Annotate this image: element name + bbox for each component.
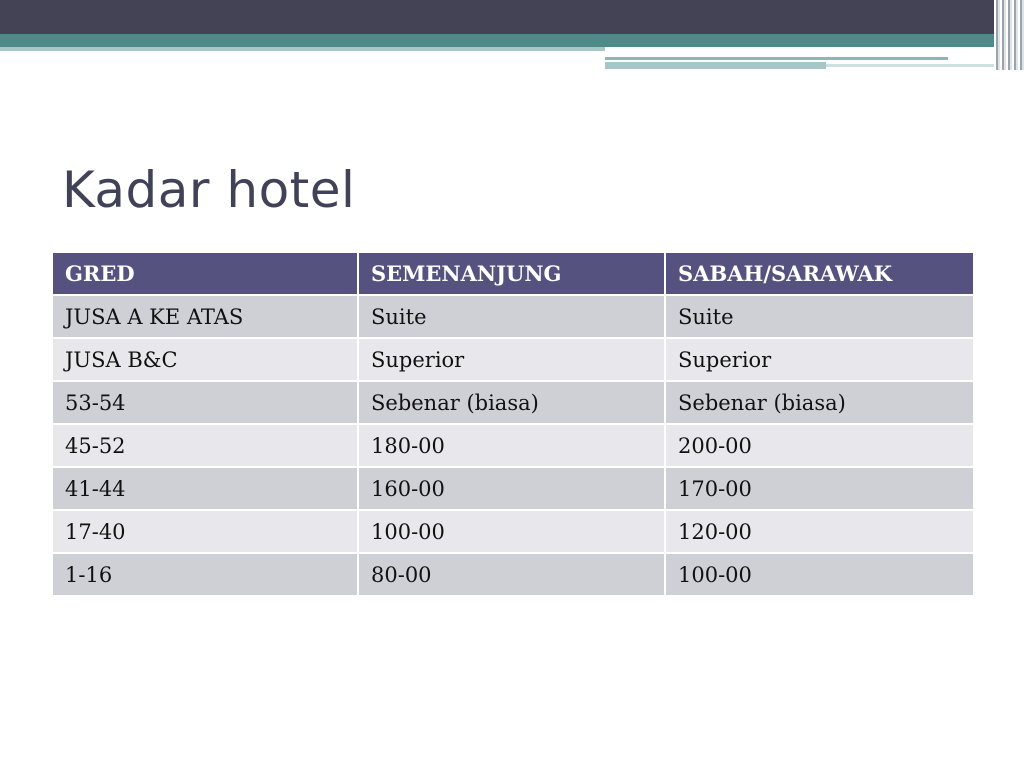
- cell-sabah-sarawak: 100-00: [665, 553, 974, 596]
- cell-semenanjung: 160-00: [358, 467, 665, 510]
- cell-gred: JUSA A KE ATAS: [52, 295, 358, 338]
- header-band-teal-light: [0, 47, 605, 51]
- cell-sabah-sarawak: 200-00: [665, 424, 974, 467]
- cell-gred: 1-16: [52, 553, 358, 596]
- header-band-right-line: [605, 57, 948, 60]
- cell-sabah-sarawak: Sebenar (biasa): [665, 381, 974, 424]
- corner-stripes-decoration: [994, 0, 1024, 70]
- table-row: [52, 295, 974, 338]
- header-band-right-gap: [605, 47, 1024, 57]
- table-row: [52, 467, 974, 510]
- cell-sabah-sarawak: 170-00: [665, 467, 974, 510]
- cell-gred: 53-54: [52, 381, 358, 424]
- header-gred: GRED: [52, 252, 358, 295]
- cell-sabah-sarawak: Superior: [665, 338, 974, 381]
- cell-gred: JUSA B&C: [52, 338, 358, 381]
- hotel-rate-table: [51, 251, 975, 597]
- slide-title: Kadar hotel: [62, 161, 356, 219]
- header-band-dark: [0, 0, 1024, 34]
- cell-gred: 41-44: [52, 467, 358, 510]
- cell-semenanjung: Sebenar (biasa): [358, 381, 665, 424]
- header-band-teal: [0, 34, 1024, 47]
- cell-gred: 45-52: [52, 424, 358, 467]
- table-header-row: [52, 252, 974, 295]
- cell-sabah-sarawak: Suite: [665, 295, 974, 338]
- header-semenanjung: SEMENANJUNG: [358, 252, 665, 295]
- header-sabah-sarawak: SABAH/SARAWAK: [665, 252, 974, 295]
- cell-gred: 17-40: [52, 510, 358, 553]
- table-row: [52, 510, 974, 553]
- cell-semenanjung: Superior: [358, 338, 665, 381]
- cell-semenanjung: 180-00: [358, 424, 665, 467]
- table-row: [52, 381, 974, 424]
- cell-sabah-sarawak: 120-00: [665, 510, 974, 553]
- table-row: [52, 424, 974, 467]
- cell-semenanjung: Suite: [358, 295, 665, 338]
- table-row: [52, 553, 974, 596]
- cell-semenanjung: 80-00: [358, 553, 665, 596]
- table-row: [52, 338, 974, 381]
- header-band-right-bar: [605, 62, 826, 69]
- cell-semenanjung: 100-00: [358, 510, 665, 553]
